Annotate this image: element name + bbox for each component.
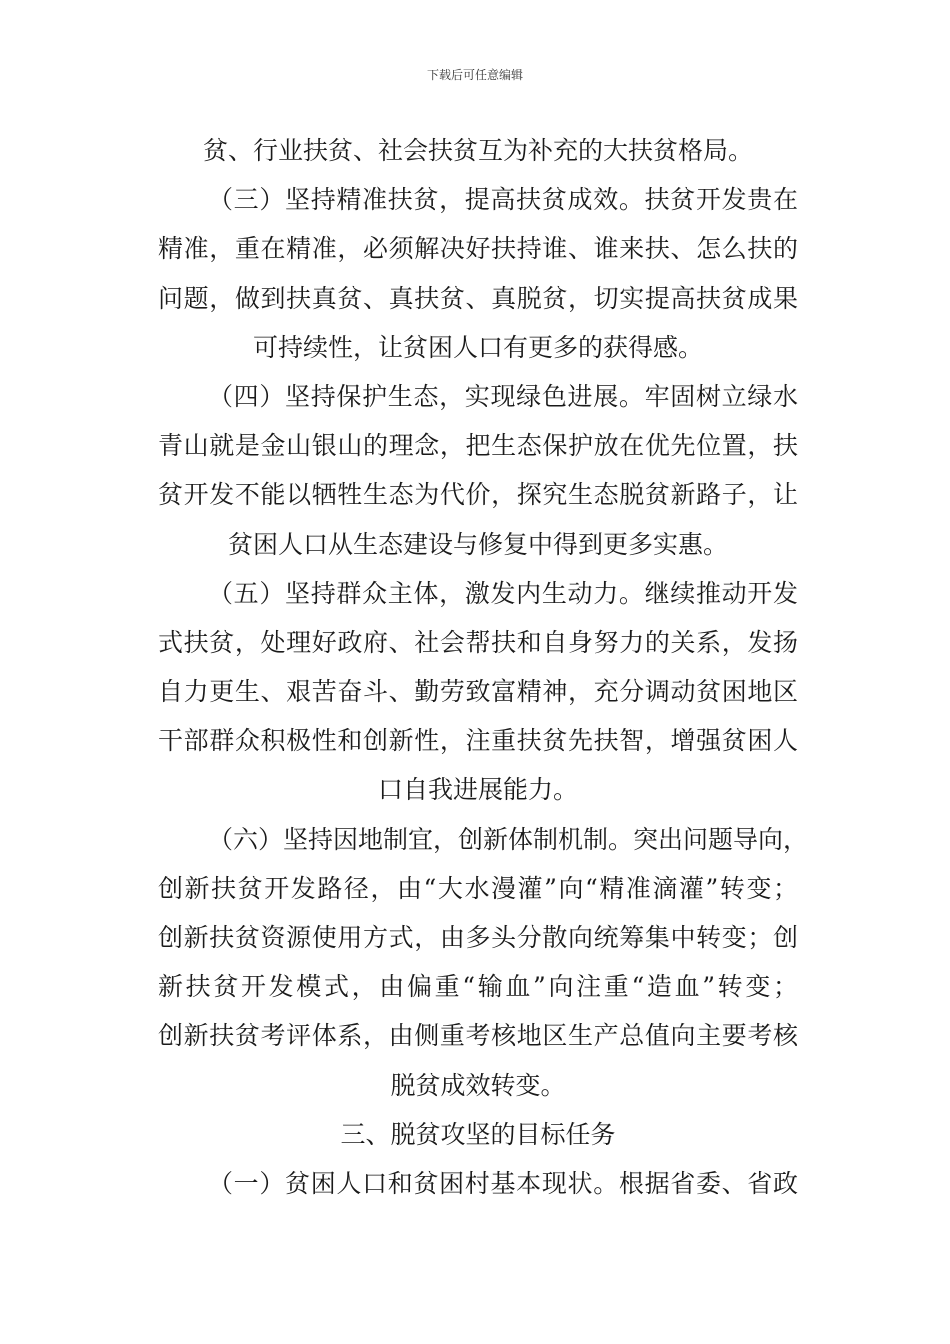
- text-line: 贫开发不能以牺牲生态为代价，探究生态脱贫新路子，让: [158, 480, 798, 510]
- page-header-note: 下载后可任意编辑: [426, 68, 523, 82]
- text-line: 青山就是金山银山的理念，把生态保护放在优先位置，扶: [158, 431, 798, 461]
- text-line: 干部群众积极性和创新性，注重扶贫先扶智，增强贫困人: [158, 726, 798, 756]
- text-line: 贫、行业扶贫、社会扶贫互为补充的大扶贫格局。: [202, 136, 753, 165]
- text-line: （四）坚持保护生态，实现绿色进展。牢固树立绿水: [208, 381, 798, 411]
- section-heading: 三、脱贫攻坚的目标任务: [340, 1119, 616, 1149]
- text-line: （五）坚持群众主体，激发内生动力。继续推动开发: [208, 578, 798, 608]
- text-line: 式扶贫，处理好政府、社会帮扶和自身努力的关系，发扬: [158, 627, 798, 657]
- text-line: 贫困人口从生态建设与修复中得到更多实惠。: [227, 529, 728, 559]
- text-line: （一）贫困人口和贫困村基本现状。根据省委、省政: [208, 1168, 798, 1198]
- text-line: 创新扶贫考评体系，由侧重考核地区生产总值向主要考核: [158, 1021, 798, 1051]
- text-line: （六）坚持因地制宜，创新体制机制。突出问题导向，: [208, 824, 809, 854]
- text-line: 问题，做到扶真贫、真扶贫、真脱贫，切实提高扶贫成果: [158, 283, 798, 313]
- text-line: 创新扶贫资源使用方式，由多头分散向统筹集中转变；创: [158, 923, 798, 952]
- text-line: 创新扶贫开发路径，由“大水漫灌”向“精准滴灌”转变；: [158, 873, 798, 903]
- text-line: 自力更生、艰苦奋斗、勤劳致富精神，充分调动贫困地区: [158, 677, 798, 707]
- document-body: [158, 126, 809, 1208]
- text-line: （三）坚持精准扶贫，提高扶贫成效。扶贫开发贵在: [208, 185, 798, 215]
- text-line: 口自我进展能力。: [377, 775, 578, 805]
- text-line: 可持续性，让贫困人口有更多的获得感。: [252, 332, 703, 362]
- text-line: 精准，重在精准，必须解决好扶持谁、谁来扶、怎么扶的: [158, 234, 798, 264]
- text-line: 脱贫成效转变。: [390, 1070, 566, 1100]
- text-line: 新扶贫开发模式，由偏重“输血”向注重“造血”转变；: [158, 972, 798, 1002]
